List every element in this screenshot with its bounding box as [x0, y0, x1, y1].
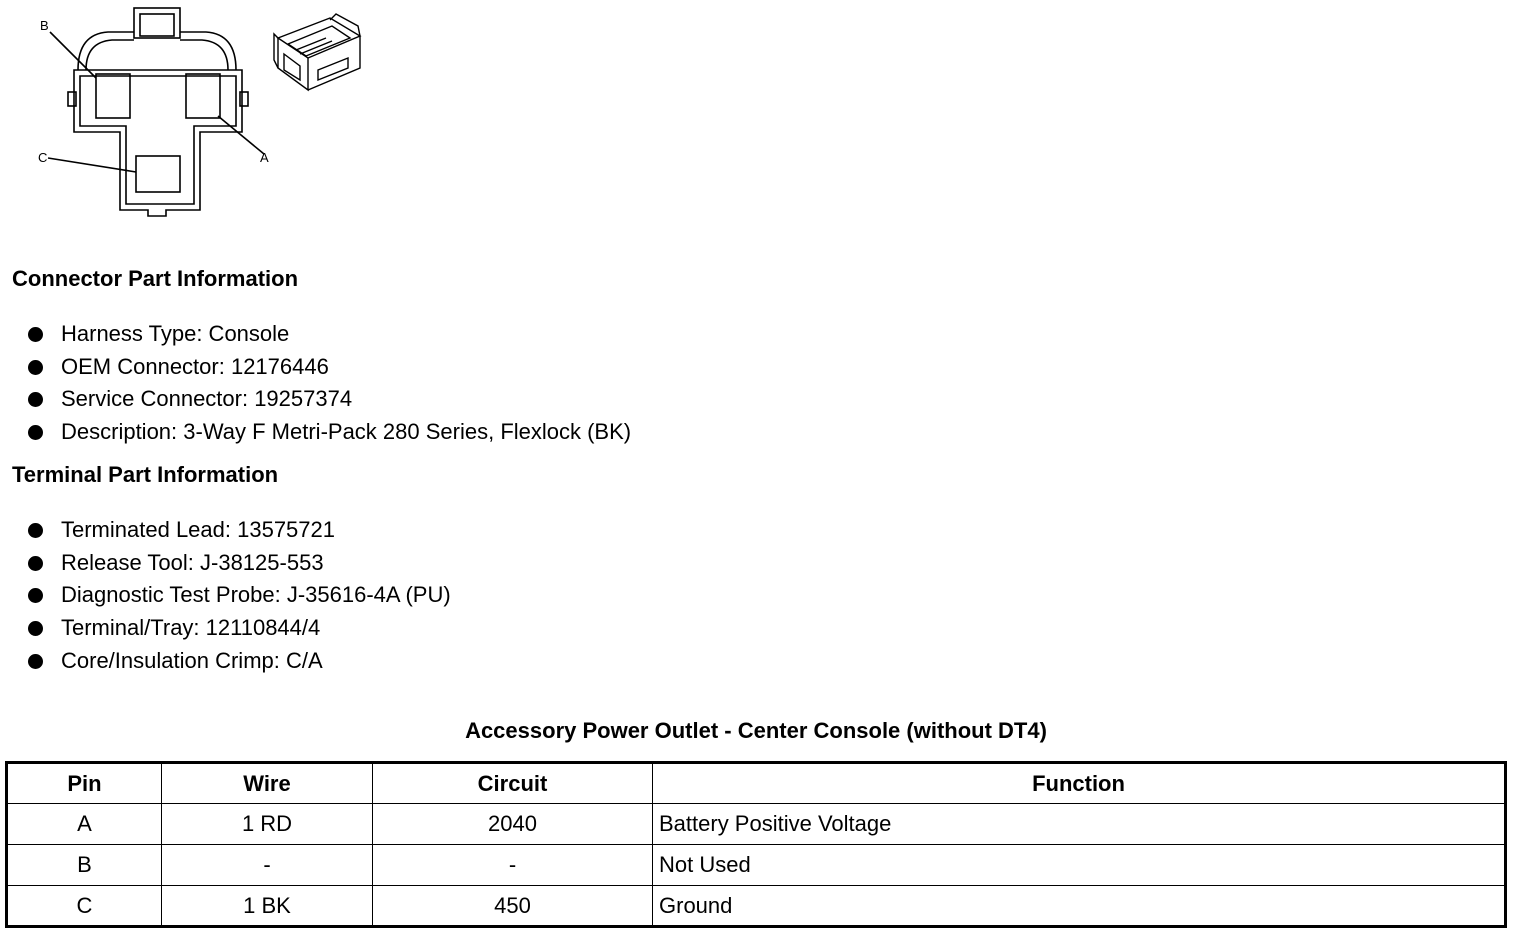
connector-isometric-icon [270, 10, 366, 96]
cell-pin: C [7, 886, 162, 927]
list-item: Core/Insulation Crimp: C/A [28, 645, 451, 678]
pin-label-c: C [38, 150, 48, 165]
connector-info-heading: Connector Part Information [12, 266, 299, 291]
list-item: Release Tool: J-38125-553 [28, 547, 451, 580]
terminal-info-list [28, 514, 451, 677]
cell-pin: A [7, 804, 162, 845]
list-item: Description: 3-Way F Metri-Pack 280 Series, Flexlock (BK) [28, 416, 631, 449]
header-pin: Pin [7, 763, 162, 804]
table-row [7, 886, 1506, 927]
list-item: Terminal/Tray: 12110844/4 [28, 612, 451, 645]
list-item: OEM Connector: 12176446 [28, 351, 631, 384]
cell-pin: B [7, 845, 162, 886]
cell-function: Battery Positive Voltage [653, 804, 1506, 845]
cell-wire: 1 BK [162, 886, 373, 927]
cell-function: Ground [653, 886, 1506, 927]
connector-face-diagram [30, 6, 270, 218]
cell-circuit: - [373, 845, 653, 886]
header-wire: Wire [162, 763, 373, 804]
table-row [7, 804, 1506, 845]
cell-circuit: 450 [373, 886, 653, 927]
pin-label-a: A [260, 150, 269, 165]
table-header-row [7, 763, 1506, 804]
pin-label-b: B [40, 18, 49, 33]
list-item: Terminated Lead: 13575721 [28, 514, 451, 547]
pin-table [5, 761, 1507, 928]
header-circuit: Circuit [373, 763, 653, 804]
list-item: Harness Type: Console [28, 318, 631, 351]
list-item: Service Connector: 19257374 [28, 383, 631, 416]
cell-wire: - [162, 845, 373, 886]
pin-table-title: Accessory Power Outlet - Center Console (without DT4) [465, 718, 1047, 743]
cell-circuit: 2040 [373, 804, 653, 845]
cell-function: Not Used [653, 845, 1506, 886]
list-item: Diagnostic Test Probe: J-35616-4A (PU) [28, 579, 451, 612]
cell-wire: 1 RD [162, 804, 373, 845]
table-row [7, 845, 1506, 886]
terminal-info-heading: Terminal Part Information [12, 462, 279, 487]
header-function: Function [653, 763, 1506, 804]
connector-info-list [28, 318, 631, 449]
